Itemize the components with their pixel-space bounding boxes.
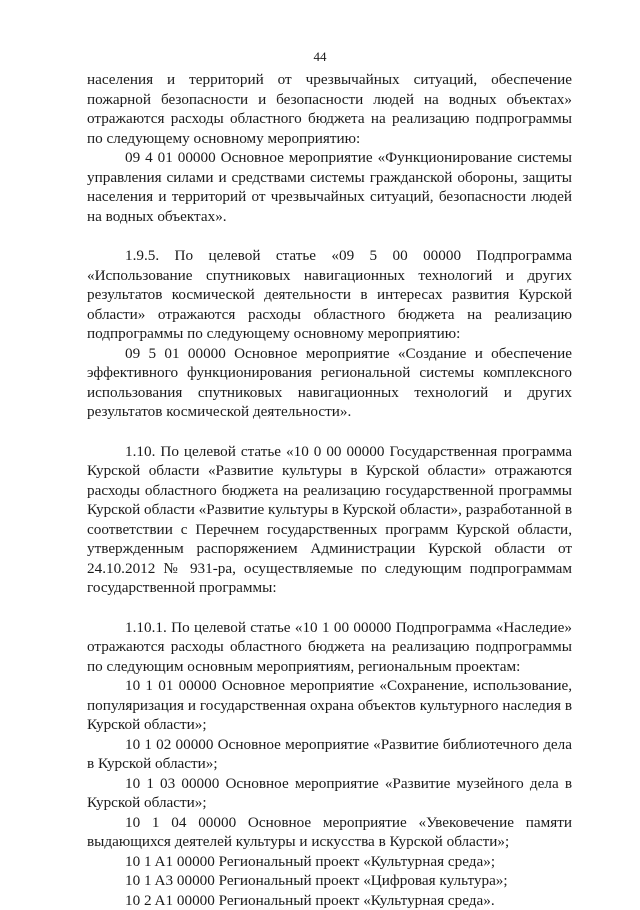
paragraph-measure-10-1-04: 10 1 04 00000 Основное мероприятие «Увековечение памяти выдающихся деятелей культуры и искусства в Курской области»; [87,813,572,852]
page-number: 44 [0,47,640,67]
paragraph-spacer [87,598,572,618]
paragraph-project-10-1-a1: 10 1 A1 00000 Региональный проект «Культурная среда»; [87,852,572,872]
paragraph-project-10-1-a3: 10 1 A3 00000 Региональный проект «Цифровая культура»; [87,871,572,891]
paragraph-section-1-9-5: 1.9.5. По целевой статье «09 5 00 00000 Подпрограмма «Использование спутниковых навигационных технологий и других результатов космической деятельности в интересах развития Курской области» отражаются расходы областного бюджета на реализацию подпрограммы по следующему основному мероприятию: [87,246,572,344]
paragraph-measure-09-4-01: 09 4 01 00000 Основное мероприятие «Функционирование системы управления силами и средствами системы гражданской обороны, защиты населения и территорий от чрезвычайных ситуаций, безопасности людей на водных объектах». [87,148,572,226]
paragraph-subprogram-4-continuation: населения и территорий от чрезвычайных ситуаций, обеспечение пожарной безопасности и безопасности людей на водных объектах» отражаются расходы областного бюджета на реализацию подпрограммы по следующему основному мероприятию: [87,70,572,148]
paragraph-measure-10-1-01: 10 1 01 00000 Основное мероприятие «Сохранение, использование, популяризация и государственная охрана объектов культурного наследия в Курской области»; [87,676,572,735]
paragraph-project-10-2-a1: 10 2 A1 00000 Региональный проект «Культурная среда». [87,891,572,910]
paragraph-spacer [87,226,572,246]
document-body [87,70,572,910]
paragraph-measure-09-5-01: 09 5 01 00000 Основное мероприятие «Создание и обеспечение эффективного функционирования региональной системы комплексного использования спутниковых навигационных технологий и других результатов космической деятельности». [87,344,572,422]
paragraph-measure-10-1-03: 10 1 03 00000 Основное мероприятие «Развитие музейного дела в Курской области»; [87,774,572,813]
paragraph-spacer [87,422,572,442]
paragraph-section-1-10: 1.10. По целевой статье «10 0 00 00000 Государственная программа Курской области «Развитие культуры в Курской области» отражаются расходы областного бюджета на реализацию государственной программы Курской области «Развитие культуры в Курской области», разработанной в соответствии с Перечнем государственных программ Курской области, утвержденным распоряжением Администрации Курской области от 24.10.2012 № 931-ра, осуществляемые по следующим подпрограммам государственной программы: [87,442,572,598]
paragraph-measure-10-1-02: 10 1 02 00000 Основное мероприятие «Развитие библиотечного дела в Курской области»; [87,735,572,774]
paragraph-section-1-10-1: 1.10.1. По целевой статье «10 1 00 00000 Подпрограмма «Наследие» отражаются расходы областного бюджета на реализацию подпрограммы по следующим основным мероприятиям, региональным проектам: [87,618,572,677]
